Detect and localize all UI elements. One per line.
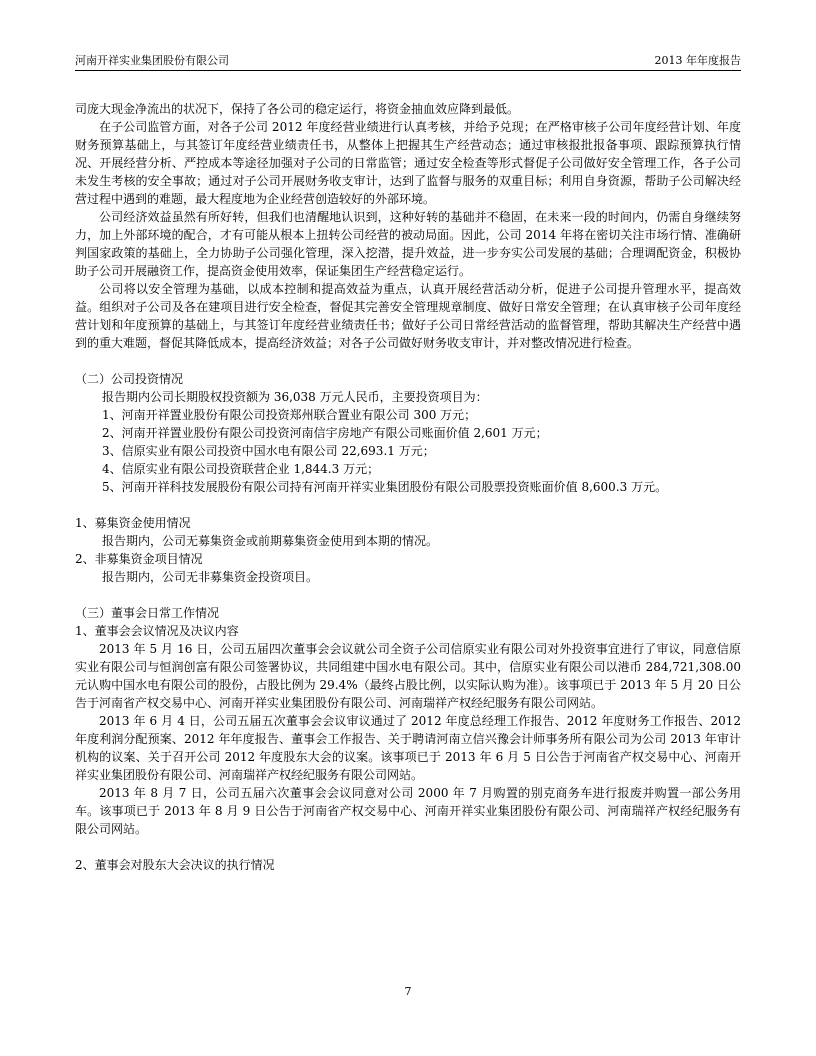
board-meeting-august: 2013 年 8 月 7 日，公司五届六次董事会会议同意对公司 2000 年 7 月购置的别克商务车进行报废并购置一部公务用车。该事项已于 2013 年 8 月 9 日公告于河南省产权交易中心、河南开祥实业集团股份有限公司、河南瑞祥产权经纪服务有限公司网站。 xyxy=(75,786,741,836)
investment-item: 3、信原实业有限公司投资中国水电有限公司 22,693.1 万元； xyxy=(102,444,435,458)
investment-item: 5、河南开祥科技发展股份有限公司持有河南开祥实业集团股份有限公司股票投资账面价值 8,600.3 万元。 xyxy=(102,480,668,494)
page-header xyxy=(75,52,741,71)
paragraph-continuation: 司庞大现金净流出的状况下，保持了各公司的稳定运行，将资金抽血效应降到最低。 xyxy=(75,102,520,116)
paragraph-economic-outlook: 公司经济效益虽然有所好转，但我们也清醒地认识到，这种好转的基础并不稳固，在未来一段的时间内，仍需自身继续努力，加上外部环境的配合，才有可能从根本上扭转公司经营的被动局面。因此，公司 2014 年将在密切关注市场行情、准确研判国家政策的基础上，全力协助子公司强化管理，深入挖潜，提升效益，进一步夯实公司发展的基础；合理调配资金，积极协助子公司开展融资工作，提高资金使用效率，保证集团生产经营稳定运行。 xyxy=(75,210,741,278)
heading-shareholder-resolutions: 2、董事会对股东大会决议的执行情况 xyxy=(75,858,275,872)
section-heading-board: （三）董事会日常工作情况 xyxy=(75,606,220,620)
document-body xyxy=(75,100,741,874)
investment-item: 4、信原实业有限公司投资联营企业 1,844.3 万元； xyxy=(102,462,380,476)
header-report-title: 2013 年年度报告 xyxy=(654,54,741,67)
section-heading-investment: （二）公司投资情况 xyxy=(75,372,184,386)
heading-non-raised-funds: 2、非募集资金项目情况 xyxy=(75,552,203,566)
non-raised-funds-text: 报告期内，公司无非募集资金投资项目。 xyxy=(102,570,319,584)
board-meeting-may: 2013 年 5 月 16 日，公司五届四次董事会会议就公司全资子公司信原实业有限公司对外投资事宜进行了审议，同意信原实业有限公司与恒润创富有限公司签署协议，共同组建中国水电有限公司。其中，信原实业有限公司以港币 284,721,308.00 元认购中国水电有限公司的股份，占股比例为 29.4%（最终占股比例，以实际认购为准）。该事项已于 2013 年 5 月 20 日公告于河南省产权交易中心、河南开祥实业集团股份有限公司、河南瑞祥产权经纪服务有限公司网站。 xyxy=(75,642,741,710)
raised-funds-text: 报告期内，公司无募集资金或前期募集资金使用到本期的情况。 xyxy=(102,534,439,548)
page-number: 7 xyxy=(404,985,412,998)
investment-intro: 报告期内公司长期股权投资额为 36,038 万元人民币，主要投资项目为： xyxy=(102,390,488,404)
paragraph-subsidiary-supervision: 在子公司监管方面，对各子公司 2012 年度经营业绩进行认真考核，并给予兑现；在严格审核子公司年度经营计划、年度财务预算基础上，与其签订年度经营业绩责任书，从整体上把握其生产经营动态；通过审核报批报备事项、跟踪预算执行情况、开展经营分析、严控成本等途径加强对子公司的日常监管；通过安全检查等形式督促子公司做好安全管理工作，各子公司未发生考核的安全事故；通过对子公司开展财务收支审计，达到了监督与服务的双重目标；利用自身资源，帮助子公司解决经营过程中遇到的难题，最大程度地为企业经营创造较好的外部环境。 xyxy=(75,120,741,206)
board-meeting-june: 2013 年 6 月 4 日，公司五届五次董事会会议审议通过了 2012 年度总经理工作报告、2012 年度财务工作报告、2012 年度利润分配预案、2012 年年度报告、董事会工作报告、关于聘请河南立信兴豫会计师事务所有限公司为公司 2013 年审计机构的议案、关于召开公司 2012 年度股东大会的议案。该事项已于 2013 年 6 月 5 日公告于河南省产权交易中心、河南开祥实业集团股份有限公司、河南瑞祥产权经纪服务有限公司网站。 xyxy=(75,714,741,782)
header-company-name: 河南开祥实业集团股份有限公司 xyxy=(75,54,229,67)
heading-raised-funds: 1、募集资金使用情况 xyxy=(75,516,191,530)
paragraph-safety-management: 公司将以安全管理为基础，以成本控制和提高效益为重点，认真开展经营活动分析，促进子公司提升管理水平，提高效益。组织对子公司及各在建项目进行安全检查，督促其完善安全管理规章制度、做好日常安全管理；在认真审核子公司年度经营计划和年度预算的基础上，与其签订年度经营业绩责任书；做好子公司日常经营活动的监督管理，帮助其解决生产经营中遇到的重大难题，督促其降低成本，提高经济效益；对各子公司做好财务收支审计，并对整改情况进行检查。 xyxy=(75,282,741,350)
investment-item: 1、河南开祥置业股份有限公司投资郑州联合置业有限公司 300 万元； xyxy=(102,408,477,422)
heading-board-meetings: 1、董事会会议情况及决议内容 xyxy=(75,624,239,638)
investment-item: 2、河南开祥置业股份有限公司投资河南信宇房地产有限公司账面价值 2,601 万元； xyxy=(102,426,548,440)
